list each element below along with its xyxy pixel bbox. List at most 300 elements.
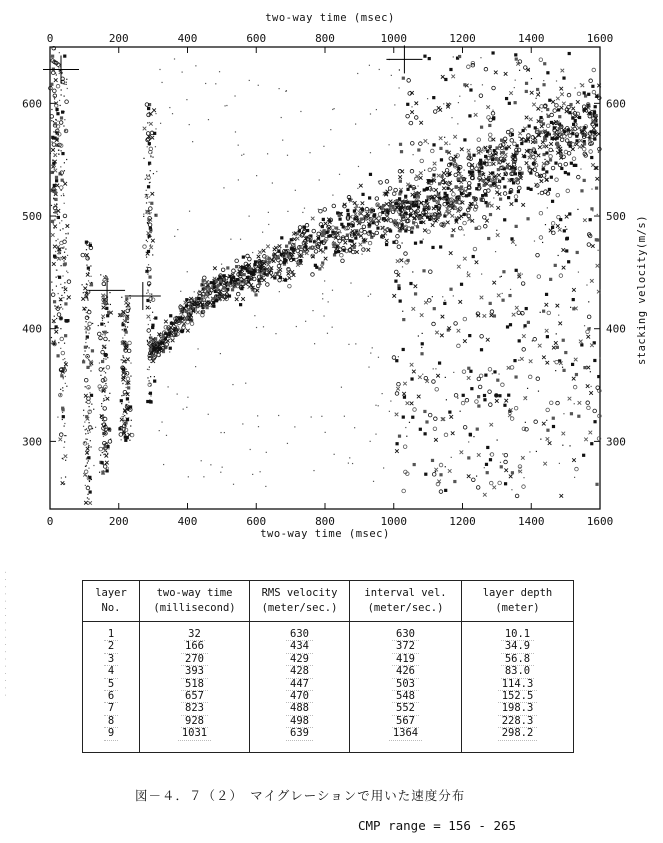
scatter-point [575, 467, 579, 471]
scatter-point [415, 218, 416, 219]
scatter-point [402, 489, 406, 493]
scatter-point [87, 456, 90, 459]
scatter-point [431, 246, 434, 249]
scatter-point [398, 192, 401, 195]
scatter-point [66, 386, 67, 387]
scatter-point [58, 67, 59, 68]
scatter-point [53, 300, 56, 303]
scatter-point [542, 83, 545, 86]
scatter-point [486, 446, 489, 449]
scatter-point [590, 106, 591, 107]
scatter-point [421, 342, 424, 345]
scatter-point [593, 420, 596, 423]
scatter-point [432, 380, 436, 384]
scatter-point [220, 353, 221, 354]
scatter-point [480, 334, 484, 338]
scatter-point [542, 422, 546, 426]
scatter-point [543, 62, 546, 65]
scatter-point [475, 227, 478, 230]
scatter-point [63, 248, 64, 249]
scatter-point [492, 373, 493, 374]
scatter-point [344, 416, 345, 417]
scatter-point [54, 96, 55, 97]
scatter-point [50, 83, 53, 86]
scatter-point [213, 266, 217, 270]
scatter-point [148, 235, 151, 238]
scatter-point [433, 199, 436, 202]
scatter-point [103, 358, 104, 359]
scatter-point [287, 211, 288, 212]
scatter-point [242, 255, 245, 258]
scatter-point [62, 308, 63, 309]
scatter-point [432, 322, 436, 326]
scatter-point [496, 230, 497, 231]
scatter-point [355, 250, 359, 254]
scatter-point [86, 338, 87, 339]
scatter-point [88, 280, 89, 281]
scatter-point [56, 277, 57, 278]
scatter-point [484, 201, 487, 204]
scatter-point [84, 394, 88, 398]
scatter-point [87, 453, 88, 454]
scatter-point [477, 226, 481, 230]
scatter-point [54, 191, 57, 194]
scatter-point [510, 129, 514, 133]
scatter-point [91, 404, 92, 405]
scatter-point [406, 183, 410, 187]
scatter-point [428, 143, 429, 144]
scatter-point [64, 96, 65, 97]
scatter-point [150, 395, 151, 396]
scatter-point [54, 98, 55, 99]
scatter-point [426, 196, 429, 199]
scatter-point [105, 334, 106, 335]
scatter-point [423, 410, 426, 413]
scatter-point [53, 121, 54, 122]
scatter-point [102, 320, 103, 321]
scatter-point [331, 226, 335, 230]
scatter-point [88, 468, 89, 469]
right-tick-label: 500 [606, 210, 626, 224]
scatter-point [563, 413, 564, 414]
scatter-point [595, 483, 598, 486]
scatter-point [143, 216, 144, 217]
scatter-point [151, 192, 155, 196]
scatter-point [539, 236, 543, 240]
scatter-point [567, 128, 570, 131]
table-cell-layer: 6 [83, 690, 139, 702]
scatter-point [348, 344, 349, 345]
scatter-point [63, 359, 64, 360]
scatter-point [518, 360, 519, 361]
scatter-point [576, 175, 580, 179]
scatter-point [545, 224, 546, 225]
scatter-point [56, 318, 57, 319]
scatter-point [127, 306, 128, 307]
scatter-point [522, 274, 523, 275]
scatter-point [541, 140, 545, 144]
scatter-point [60, 348, 61, 349]
scatter-point [85, 321, 86, 322]
table-cell-interval: 372 [350, 640, 461, 652]
scatter-point [375, 231, 379, 235]
scatter-point [438, 108, 442, 112]
scatter-point [67, 88, 68, 89]
scatter-point [432, 143, 435, 146]
scatter-point [147, 329, 151, 333]
scatter-point [439, 490, 443, 494]
scatter-point [62, 412, 63, 413]
scatter-point [397, 222, 398, 223]
scatter-point [332, 195, 333, 196]
scatter-point [361, 208, 364, 211]
scatter-point [124, 435, 127, 438]
scatter-point [61, 257, 62, 258]
scatter-point [492, 281, 496, 285]
scatter-point [389, 200, 393, 204]
scatter-point [559, 218, 562, 221]
scatter-point [511, 240, 515, 244]
scatter-point [65, 249, 66, 250]
scatter-point [364, 248, 365, 249]
scatter-point [53, 212, 54, 213]
scatter-point [150, 302, 151, 303]
scatter-point [562, 102, 566, 106]
scatter-point [183, 312, 184, 313]
scatter-point [477, 395, 480, 398]
table-cell-rms: 470 [250, 690, 349, 702]
depth-column [462, 622, 574, 753]
scatter-point [101, 360, 104, 363]
scatter-point [558, 228, 562, 232]
scatter-point [64, 441, 65, 442]
scatter-point [104, 443, 105, 444]
scatter-point [591, 386, 592, 387]
scatter-point [492, 86, 496, 90]
scatter-point [346, 209, 349, 212]
scatter-point [332, 109, 333, 110]
scatter-point [515, 225, 518, 228]
scatter-point [590, 130, 593, 133]
scatter-point [53, 223, 54, 224]
scatter-point [436, 374, 440, 378]
scatter-point [353, 201, 357, 205]
scatter-point [484, 155, 487, 158]
scatter-point [552, 425, 555, 428]
scatter-point [442, 187, 446, 191]
scatter-point [513, 359, 516, 362]
scatter-point [61, 481, 65, 485]
scatter-point [439, 473, 442, 476]
scatter-point [590, 343, 594, 347]
scatter-point [90, 242, 91, 243]
scatter-point [147, 250, 150, 253]
scatter-point [562, 339, 565, 342]
table-cell-depth: 34.9 [462, 640, 573, 652]
scatter-point [506, 325, 509, 328]
scatter-point [540, 191, 544, 195]
scatter-point [257, 415, 258, 416]
scatter-point [408, 123, 409, 124]
scatter-point [511, 471, 514, 474]
scatter-point [265, 257, 266, 258]
scatter-point [577, 92, 581, 96]
scatter-point [277, 264, 281, 268]
scatter-point [150, 232, 151, 233]
header-layer-depth: layer depth (meter) [462, 581, 574, 622]
scatter-point [489, 423, 493, 427]
scatter-point [551, 166, 555, 170]
scatter-point [84, 309, 85, 310]
scatter-point [512, 163, 516, 167]
scatter-point [412, 307, 416, 311]
scatter-point [518, 339, 521, 342]
scatter-point [572, 157, 576, 161]
scatter-point [206, 306, 209, 309]
scatter-point [153, 173, 154, 174]
scatter-point [314, 343, 315, 344]
scatter-point [483, 224, 487, 228]
scatter-point [65, 257, 66, 258]
scatter-point [592, 90, 596, 94]
scatter-point [324, 246, 327, 249]
scatter-point [101, 461, 104, 464]
scatter-point [427, 299, 431, 303]
scatter-point [126, 377, 130, 381]
scatter-point [53, 172, 54, 173]
scatter-point [149, 366, 150, 367]
scatter-point [546, 124, 550, 128]
scatter-point [394, 280, 397, 283]
scatter-point [545, 151, 548, 154]
scatter-point [239, 303, 242, 306]
scatter-point [322, 218, 325, 221]
scatter-point [377, 217, 381, 221]
scatter-point [455, 201, 458, 204]
scatter-point [104, 323, 105, 324]
scatter-point [518, 173, 519, 174]
scatter-point [106, 468, 107, 469]
scatter-point [451, 234, 454, 237]
scatter-point [86, 273, 90, 277]
scatter-point [258, 426, 259, 427]
scatter-point [568, 212, 571, 215]
scatter-point [161, 82, 162, 83]
scatter-point [375, 434, 376, 435]
scatter-point [477, 138, 481, 142]
scatter-point [463, 257, 467, 261]
scatter-point [127, 349, 131, 353]
scatter-point [89, 480, 90, 481]
top-tick-label: 600 [246, 32, 267, 45]
scatter-point [105, 433, 106, 434]
scatter-point [150, 202, 153, 205]
table-header-row [83, 581, 574, 622]
scatter-point [152, 312, 153, 313]
scatter-point [63, 447, 64, 448]
scatter-point [467, 272, 468, 273]
scatter-point [86, 307, 87, 308]
scatter-point [63, 182, 67, 186]
scatter-point [126, 300, 127, 301]
scatter-point [498, 481, 502, 485]
scatter-point [448, 410, 451, 413]
scatter-point [85, 386, 86, 387]
scatter-point [545, 303, 549, 307]
scatter-point [60, 166, 61, 167]
scatter-point [203, 476, 204, 477]
scatter-point [124, 357, 125, 358]
scatter-point [494, 158, 497, 161]
scatter-point [502, 293, 503, 294]
scatter-point [399, 143, 402, 146]
scatter-point [64, 286, 65, 287]
scatter-point [391, 75, 392, 76]
scatter-point [65, 476, 66, 477]
scatter-point [501, 177, 504, 180]
scatter-point [582, 147, 586, 151]
scatter-point [151, 294, 152, 295]
scatter-point [186, 329, 190, 333]
scatter-point [359, 243, 363, 247]
scatter-point [57, 121, 58, 122]
scatter-point [492, 486, 496, 490]
scatter-point [88, 443, 89, 444]
scatter-point [227, 283, 230, 286]
scatter-point [542, 168, 545, 171]
scatter-point [266, 452, 267, 453]
scatter-point [155, 146, 156, 147]
scatter-point [539, 116, 542, 119]
scatter-point [60, 116, 63, 119]
scatter-point [398, 222, 399, 223]
scatter-point [521, 456, 525, 460]
scatter-point [146, 190, 147, 191]
scatter-point [83, 292, 84, 293]
scatter-point [90, 370, 91, 371]
scatter-point [463, 339, 467, 343]
scatter-point [152, 157, 153, 158]
scatter-point [101, 471, 104, 474]
scatter-point [559, 494, 563, 498]
scatter-point [87, 485, 88, 486]
scatter-point [149, 399, 150, 400]
scatter-point [599, 357, 600, 358]
scatter-point [126, 315, 127, 316]
scatter-point [235, 259, 239, 263]
scatter-point [81, 253, 85, 257]
scatter-point [192, 141, 193, 142]
scatter-point [564, 171, 567, 174]
scatter-point [89, 327, 90, 328]
scatter-point [52, 289, 53, 290]
scatter-point [149, 293, 150, 294]
scatter-point [556, 193, 560, 197]
scatter-point [266, 283, 270, 287]
scatter-point [542, 145, 546, 149]
scatter-point [578, 401, 582, 405]
scatter-point [106, 365, 110, 369]
bottom-tick-label: 600 [246, 515, 267, 528]
scatter-point [407, 79, 411, 83]
scatter-point [555, 178, 559, 182]
scatter-point [528, 124, 531, 127]
scatter-point [285, 245, 288, 248]
scatter-point [110, 439, 111, 440]
scatter-point [488, 390, 492, 394]
scatter-point [55, 179, 58, 182]
scatter-point [521, 282, 525, 286]
scatter-point [287, 443, 288, 444]
scatter-point [539, 211, 543, 215]
scatter-point [57, 217, 58, 218]
scatter-point [87, 298, 88, 299]
scatter-point [151, 236, 152, 237]
scatter-point [89, 430, 90, 431]
scatter-point [64, 292, 65, 293]
scatter-point [486, 338, 490, 342]
scatter-point [102, 418, 103, 419]
scatter-point [287, 255, 290, 258]
scatter-point [85, 342, 86, 343]
scatter-point [323, 315, 324, 316]
scatter-point [536, 88, 539, 91]
scatter-point [107, 453, 108, 454]
scatter-point [489, 302, 492, 305]
scatter-point [340, 253, 344, 257]
scatter-point [574, 477, 575, 478]
scatter-point [593, 409, 597, 413]
scatter-point [260, 471, 261, 472]
cmp-range-label: CMP range = 156 - 265 [358, 818, 517, 833]
scatter-point [348, 463, 349, 464]
scatter-point [65, 376, 66, 377]
scatter-point [54, 104, 58, 108]
scatter-point [518, 137, 519, 138]
scatter-point [542, 242, 543, 243]
scatter-point [559, 87, 563, 91]
scatter-point [59, 186, 63, 190]
scatter-point [529, 171, 532, 174]
scatter-point [367, 248, 371, 252]
scatter-point [533, 158, 537, 162]
scatter-point [88, 460, 89, 461]
scatter-point [182, 326, 186, 330]
scatter-point [590, 207, 593, 210]
scatter-point [60, 105, 61, 106]
scatter-point [305, 321, 306, 322]
scatter-point [576, 251, 579, 254]
scatter-point [410, 363, 414, 367]
scatter-point [130, 433, 134, 437]
scatter-point [87, 462, 88, 463]
scatter-point [324, 257, 328, 261]
scatter-point [196, 310, 200, 314]
scatter-point [536, 93, 540, 97]
scatter-point [151, 401, 152, 402]
scatter-point [147, 369, 148, 370]
scatter-point [62, 287, 63, 288]
scatter-point [105, 326, 106, 327]
scatter-point [409, 282, 412, 285]
scatter-point [457, 177, 460, 180]
scatter-point [106, 451, 107, 452]
scatter-point [419, 428, 422, 431]
scatter-point [306, 229, 309, 232]
scatter-point [565, 249, 568, 252]
scatter-point [597, 214, 598, 215]
scatter-point [589, 327, 590, 328]
